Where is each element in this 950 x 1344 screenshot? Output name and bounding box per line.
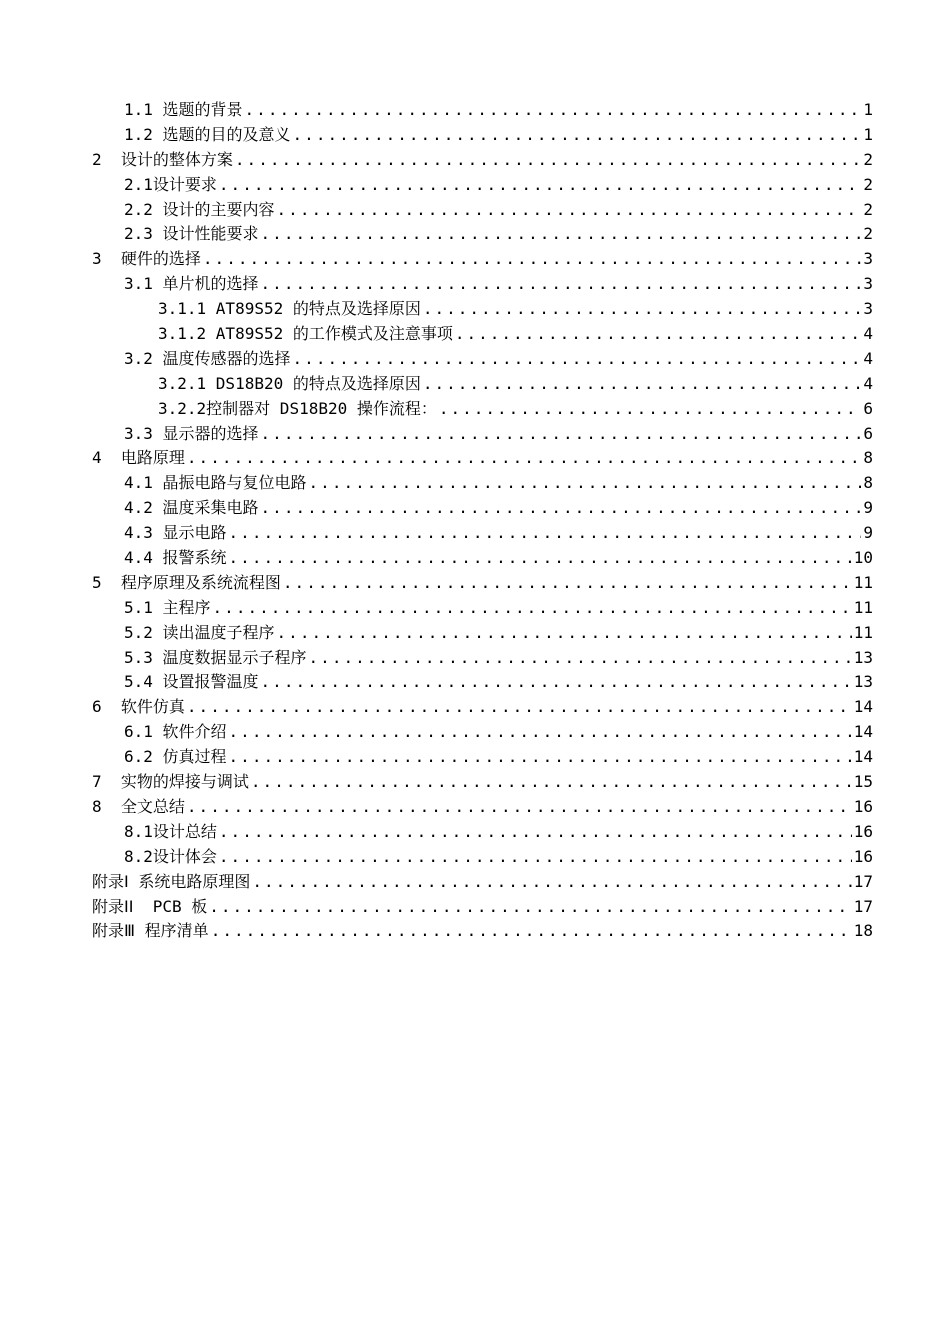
toc-entry-page-number: 6 [863,398,873,418]
toc-entry-page-number: 17 [853,871,873,891]
toc-entry-page-number: 14 [853,722,873,742]
toc-entry-title: 温度采集电路 [162,498,259,518]
toc-entry-page-number: 9 [863,498,873,518]
toc-dot-leader [261,496,862,521]
toc-entry[interactable] [0,870,950,895]
toc-dot-leader [187,446,861,471]
toc-entry-line [92,571,873,596]
toc-dot-leader [213,596,852,621]
toc-entry-number: 6 [92,697,121,717]
toc-entry-number: 6.2 [124,747,163,767]
toc-entry-number: 2 [92,149,121,169]
toc-entry[interactable] [0,646,950,671]
toc-entry-line [158,322,873,347]
toc-entry-title: 晶振电路与复位电路 [162,473,307,493]
toc-entry[interactable] [0,297,950,322]
toc-entry-line [92,919,873,944]
toc-entry-number: 3.2.2 [158,398,207,418]
toc-entry-line [92,870,873,895]
toc-entry-line [124,272,873,297]
toc-dot-leader [261,222,862,247]
toc-entry-title: 设计体会 [152,846,217,866]
toc-entry-number: 3.1 [124,274,163,294]
toc-entry-title: 单片机的选择 [162,274,259,294]
toc-dot-leader [187,795,852,820]
toc-entry-number: 4 [92,448,121,468]
toc-entry-title: AT89S52 的工作模式及注意事项 [215,324,453,344]
toc-entry[interactable] [0,521,950,546]
toc-entry-number: 1.2 [124,124,163,144]
toc-entry-line [92,770,873,795]
toc-entry-title: 温度数据显示子程序 [162,647,307,667]
toc-entry-title: 程序原理及系统流程图 [120,572,281,592]
toc-entry[interactable] [0,347,950,372]
toc-entry-title: 选题的背景 [162,100,243,119]
toc-entry[interactable] [0,148,950,173]
toc-dot-leader [219,173,861,198]
toc-entry-line [124,422,873,447]
toc-entry-number: 5.3 [124,647,163,667]
toc-entry[interactable] [0,198,950,223]
toc-entry-number: 6.1 [124,722,163,742]
toc-entry-line [124,546,873,571]
toc-dot-leader [229,546,852,571]
toc-entry-page-number: 3 [863,249,873,269]
toc-entry-title: 报警系统 [162,548,227,568]
toc-entry[interactable] [0,546,950,571]
toc-dot-leader [439,397,861,422]
toc-entry-number: 3.1.2 [158,324,216,344]
toc-entry-number: 3.2 [124,348,163,368]
toc-dot-leader [229,720,852,745]
toc-entry-page-number: 4 [863,373,873,393]
toc-entry-page-number: 11 [853,597,873,617]
toc-entry-line [124,820,873,845]
toc-entry-line [124,720,873,745]
toc-entry-title: 温度传感器的选择 [162,348,291,368]
toc-entry-number: 1.1 [124,100,163,119]
toc-entry-line [124,198,873,223]
toc-entry-title: 设计性能要求 [162,224,259,244]
toc-entry-title: 主程序 [162,597,211,617]
toc-entry-number: 2.2 [124,199,163,219]
toc-entry-number: 3 [92,249,121,269]
toc-entry-title: 程序清单 [144,921,209,941]
toc-entry-page-number: 2 [863,224,873,244]
toc-entry[interactable] [0,745,950,770]
toc-entry-line [124,347,873,372]
toc-entry-number: 5.2 [124,622,163,642]
toc-entry-page-number: 4 [863,324,873,344]
toc-entry[interactable] [0,720,950,745]
toc-entry-page-number: 15 [853,772,873,792]
toc-entry-line [124,745,873,770]
toc-entry-title: 全文总结 [120,796,185,816]
toc-dot-leader [203,247,861,272]
toc-entry[interactable] [0,895,950,920]
toc-dot-leader [293,347,862,372]
toc-dot-leader [261,422,862,447]
toc-entry-number: 2.1 [124,174,153,194]
toc-entry-line [92,446,873,471]
toc-entry-number: 8.2 [124,846,153,866]
toc-dot-leader [261,272,862,297]
toc-entry-line [158,397,873,422]
toc-entry-page-number: 8 [863,473,873,493]
toc-entry-number: 附录Ⅲ [92,921,145,941]
toc-entry-line [92,795,873,820]
toc-entry-line [158,297,873,322]
toc-entry-title: 仿真过程 [162,747,227,767]
toc-entry-line [124,98,873,123]
toc-entry-page-number: 3 [863,274,873,294]
toc-entry-number: 附录Ⅰ [92,871,139,891]
toc-entry-title: AT89S52 的特点及选择原因 [215,299,421,319]
toc-dot-leader [309,471,862,496]
toc-entry-title: 设计的整体方案 [120,149,233,169]
toc-entry-line [92,895,873,920]
toc-entry[interactable] [0,446,950,471]
toc-entry-title: 电路原理 [120,448,185,468]
toc-entry[interactable] [0,422,950,447]
toc-entry-page-number: 16 [853,796,873,816]
toc-entry-line [92,247,873,272]
toc-entry-number: 8 [92,796,121,816]
toc-entry-number: 4.2 [124,498,163,518]
toc-entry-page-number: 9 [863,523,873,543]
toc-entry-page-number: 13 [853,647,873,667]
toc-entry-line [124,670,873,695]
toc-entry-title: 设置报警温度 [162,672,259,692]
toc-entry-number: 3.1.1 [158,299,216,319]
toc-entry-title: 软件仿真 [120,697,185,717]
toc-dot-leader [245,98,862,123]
toc-entry[interactable] [0,272,950,297]
toc-entry-line [124,496,873,521]
toc-dot-leader [423,297,861,322]
toc-entry-page-number: 1 [863,100,873,119]
toc-dot-leader [211,919,852,944]
toc-entry-line [158,372,873,397]
table-of-contents [0,98,950,944]
toc-dot-leader [219,845,852,870]
toc-dot-leader [229,745,852,770]
toc-entry[interactable] [0,372,950,397]
toc-entry-number: 2.3 [124,224,163,244]
toc-entry-page-number: 8 [863,448,873,468]
toc-entry[interactable] [0,596,950,621]
toc-entry[interactable] [0,795,950,820]
toc-entry-number: 3.2.1 [158,373,216,393]
toc-entry-title: 硬件的选择 [120,249,201,269]
toc-dot-leader [283,571,852,596]
toc-entry-title: 选题的目的及意义 [162,124,291,144]
toc-entry-page-number: 11 [853,572,873,592]
toc-entry-number: 5 [92,572,121,592]
toc-entry[interactable] [0,222,950,247]
toc-entry-number: 4.3 [124,523,163,543]
toc-dot-leader [455,322,861,347]
toc-entry[interactable] [0,98,950,123]
toc-dot-leader [209,895,851,920]
toc-entry-title: 设计要求 [152,174,217,194]
toc-entry-number: 3.3 [124,423,163,443]
toc-entry-page-number: 3 [863,299,873,319]
toc-entry[interactable] [0,670,950,695]
toc-entry-line [92,148,873,173]
toc-dot-leader [187,695,852,720]
toc-entry-page-number: 2 [863,149,873,169]
toc-dot-leader [261,670,852,695]
toc-entry-line [124,471,873,496]
toc-entry-title: DS18B20 的特点及选择原因 [215,373,421,393]
toc-entry-line [124,173,873,198]
toc-entry-line [124,621,873,646]
toc-dot-leader [293,123,862,148]
toc-dot-leader [277,621,852,646]
toc-entry-line [124,845,873,870]
toc-entry-number: 附录ⅠⅠ [92,896,153,916]
toc-entry[interactable] [0,471,950,496]
toc-entry-page-number: 2 [863,174,873,194]
toc-entry-page-number: 6 [863,423,873,443]
toc-entry-page-number: 13 [853,672,873,692]
toc-entry-line [124,222,873,247]
toc-entry-number: 4.4 [124,548,163,568]
toc-entry-number: 8.1 [124,821,153,841]
toc-entry-title: 实物的焊接与调试 [120,772,249,792]
toc-entry-title: 软件介绍 [162,722,227,742]
toc-entry-line [92,695,873,720]
toc-entry-line [124,646,873,671]
toc-entry[interactable] [0,695,950,720]
toc-entry-page-number: 16 [853,821,873,841]
toc-entry[interactable] [0,123,950,148]
toc-entry[interactable] [0,770,950,795]
toc-dot-leader [235,148,861,173]
toc-entry[interactable] [0,397,950,422]
toc-entry-title: 显示电路 [162,523,227,543]
toc-entry-page-number: 2 [863,199,873,219]
toc-entry[interactable] [0,845,950,870]
toc-entry-page-number: 14 [853,697,873,717]
toc-entry-title: 显示器的选择 [162,423,259,443]
toc-entry-line [124,596,873,621]
toc-dot-leader [219,820,852,845]
toc-entry[interactable] [0,322,950,347]
toc-entry-title: 读出温度子程序 [162,622,275,642]
toc-entry-page-number: 4 [863,348,873,368]
toc-entry-page-number: 14 [853,747,873,767]
toc-entry-page-number: 11 [853,622,873,642]
toc-entry-title: 设计总结 [152,821,217,841]
toc-entry-title: PCB 板 [152,896,208,916]
toc-entry-title: 设计的主要内容 [162,199,275,219]
toc-dot-leader [309,646,852,671]
toc-entry-line [124,123,873,148]
toc-entry-title: 系统电路原理图 [138,871,251,891]
toc-entry[interactable] [0,820,950,845]
toc-dot-leader [277,198,862,223]
toc-entry-number: 7 [92,772,121,792]
toc-entry-page-number: 17 [853,896,873,916]
toc-entry-line [124,521,873,546]
toc-dot-leader [229,521,862,546]
toc-dot-leader [251,770,852,795]
toc-entry[interactable] [0,919,950,944]
toc-entry[interactable] [0,247,950,272]
toc-entry-title: 控制器对 DS18B20 操作流程： [206,398,437,418]
toc-dot-leader [252,870,851,895]
toc-entry[interactable] [0,621,950,646]
toc-entry-page-number: 16 [853,846,873,866]
toc-entry-page-number: 1 [863,124,873,144]
toc-dot-leader [423,372,861,397]
toc-entry-page-number: 10 [853,548,873,568]
toc-entry[interactable] [0,496,950,521]
toc-entry-page-number: 18 [853,921,873,941]
toc-entry-number: 5.4 [124,672,163,692]
toc-entry[interactable] [0,173,950,198]
toc-entry-number: 4.1 [124,473,163,493]
toc-entry[interactable] [0,571,950,596]
toc-entry-number: 5.1 [124,597,163,617]
